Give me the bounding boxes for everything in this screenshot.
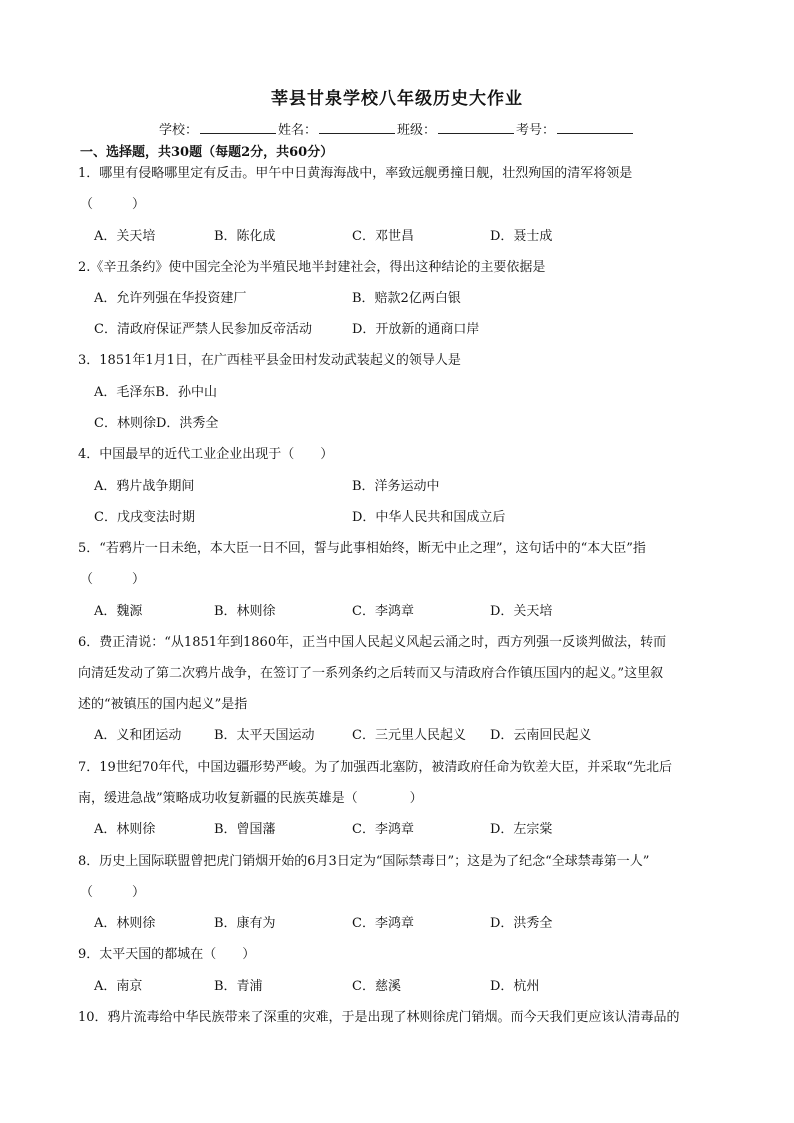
- option-a[interactable]: A．林则徐: [94, 916, 156, 931]
- question-text: 4．中国最早的近代工业企业出现于（ ）: [78, 447, 334, 462]
- option-d[interactable]: D．聂士成: [490, 229, 553, 244]
- question-text: 10．鸦片流毒给中华民族带来了深重的灾难，于是出现了林则徐虎门销烟。而今天我们更应该认清毒品的: [78, 1010, 680, 1025]
- option-c[interactable]: C．清政府保证严禁人民参加反帝活动: [94, 322, 312, 337]
- option-b[interactable]: B．青浦: [214, 979, 263, 994]
- question-text: 5．“若鸦片一日未绝，本大臣一日不回，誓与此事相始终，断无中止之理”，这句话中的“本大臣”指: [78, 541, 646, 556]
- option-a[interactable]: A．林则徐: [94, 822, 156, 837]
- option-d[interactable]: D．左宗棠: [490, 822, 553, 837]
- question-text-cont: 述的“被镇压的国内起义”是指: [78, 697, 248, 712]
- class-field[interactable]: [438, 121, 514, 134]
- number-label: 考号：: [516, 123, 556, 138]
- option-c-d[interactable]: C．林则徐D．洪秀全: [94, 416, 219, 431]
- answer-bracket: （ ）: [80, 197, 146, 212]
- school-field[interactable]: [200, 121, 276, 134]
- option-b[interactable]: B．赔款2亿两白银: [352, 291, 461, 306]
- option-a[interactable]: A．允许列强在华投资建厂: [94, 291, 247, 306]
- option-c[interactable]: C．邓世昌: [352, 229, 414, 244]
- option-a[interactable]: A．鸦片战争期间: [94, 479, 195, 494]
- question-text: 8．历史上国际联盟曾把虎门销烟开始的6月3日定为“国际禁毒日”；这是为了纪念“全球禁毒第一人”: [78, 854, 650, 869]
- number-field[interactable]: [557, 121, 633, 134]
- option-a-b[interactable]: A．毛泽东B．孙中山: [94, 385, 217, 400]
- question-text: 6．费正清说：“从1851年到1860年，正当中国人民起义风起云涌之时，西方列强一反谈判做法，转而: [78, 635, 667, 650]
- option-c[interactable]: C．戊戌变法时期: [94, 510, 195, 525]
- class-label: 班级：: [397, 123, 437, 138]
- question-text: 2.《辛丑条约》使中国完全沦为半殖民地半封建社会，得出这种结论的主要依据是: [78, 260, 546, 275]
- option-b[interactable]: B．太平天国运动: [214, 728, 315, 743]
- answer-bracket: （ ）: [80, 572, 146, 587]
- student-info-row: [0, 119, 794, 138]
- option-b[interactable]: B．陈化成: [214, 229, 276, 244]
- option-c[interactable]: C．李鸿章: [352, 822, 414, 837]
- option-b[interactable]: B．康有为: [214, 916, 276, 931]
- option-a[interactable]: A．魏源: [94, 604, 143, 619]
- option-b[interactable]: B．曾国藩: [214, 822, 276, 837]
- name-label: 姓名：: [277, 123, 317, 138]
- option-d[interactable]: D．关天培: [490, 604, 553, 619]
- school-label: 学校：: [158, 123, 198, 138]
- name-field[interactable]: [319, 121, 395, 134]
- option-c[interactable]: C．慈溪: [352, 979, 401, 994]
- option-d[interactable]: D．云南回民起义: [490, 728, 592, 743]
- option-b[interactable]: B．洋务运动中: [352, 479, 440, 494]
- question-text: 9．太平天国的都城在（ ）: [78, 947, 256, 962]
- question-text-cont: 南，缓进急战”策略成功收复新疆的民族英雄是（ ）: [78, 791, 423, 806]
- option-d[interactable]: D．洪秀全: [490, 916, 553, 931]
- option-c[interactable]: C．三元里人民起义: [352, 728, 466, 743]
- option-d[interactable]: D．杭州: [490, 979, 540, 994]
- section-heading: 一、选择题，共30题（每题2分，共60分）: [80, 145, 334, 160]
- option-d[interactable]: D．开放新的通商口岸: [352, 322, 480, 337]
- page-title: 莘县甘泉学校八年级历史大作业: [271, 89, 523, 109]
- option-c[interactable]: C．李鸿章: [352, 916, 414, 931]
- option-d[interactable]: D．中华人民共和国成立后: [352, 510, 506, 525]
- option-a[interactable]: A．关天培: [94, 229, 156, 244]
- option-a[interactable]: A．南京: [94, 979, 143, 994]
- option-b[interactable]: B．林则徐: [214, 604, 276, 619]
- option-c[interactable]: C．李鸿章: [352, 604, 414, 619]
- option-a[interactable]: A．义和团运动: [94, 728, 182, 743]
- question-text: 1．哪里有侵略哪里定有反击。甲午中日黄海海战中，率致远舰勇撞日舰，壮烈殉国的清军将领是: [78, 166, 633, 181]
- question-text: 7．19世纪70年代，中国边疆形势严峻。为了加强西北塞防，被清政府任命为钦差大臣，并采取“先北后: [78, 760, 673, 775]
- question-text-cont: 向清廷发动了第二次鸦片战争，在签订了一系列条约之后转而又与清政府合作镇压国内的起义。”这里叙: [78, 666, 664, 681]
- question-text: 3．1851年1月1日，在广西桂平县金田村发动武装起义的领导人是: [78, 353, 461, 368]
- answer-bracket: （ ）: [80, 885, 146, 900]
